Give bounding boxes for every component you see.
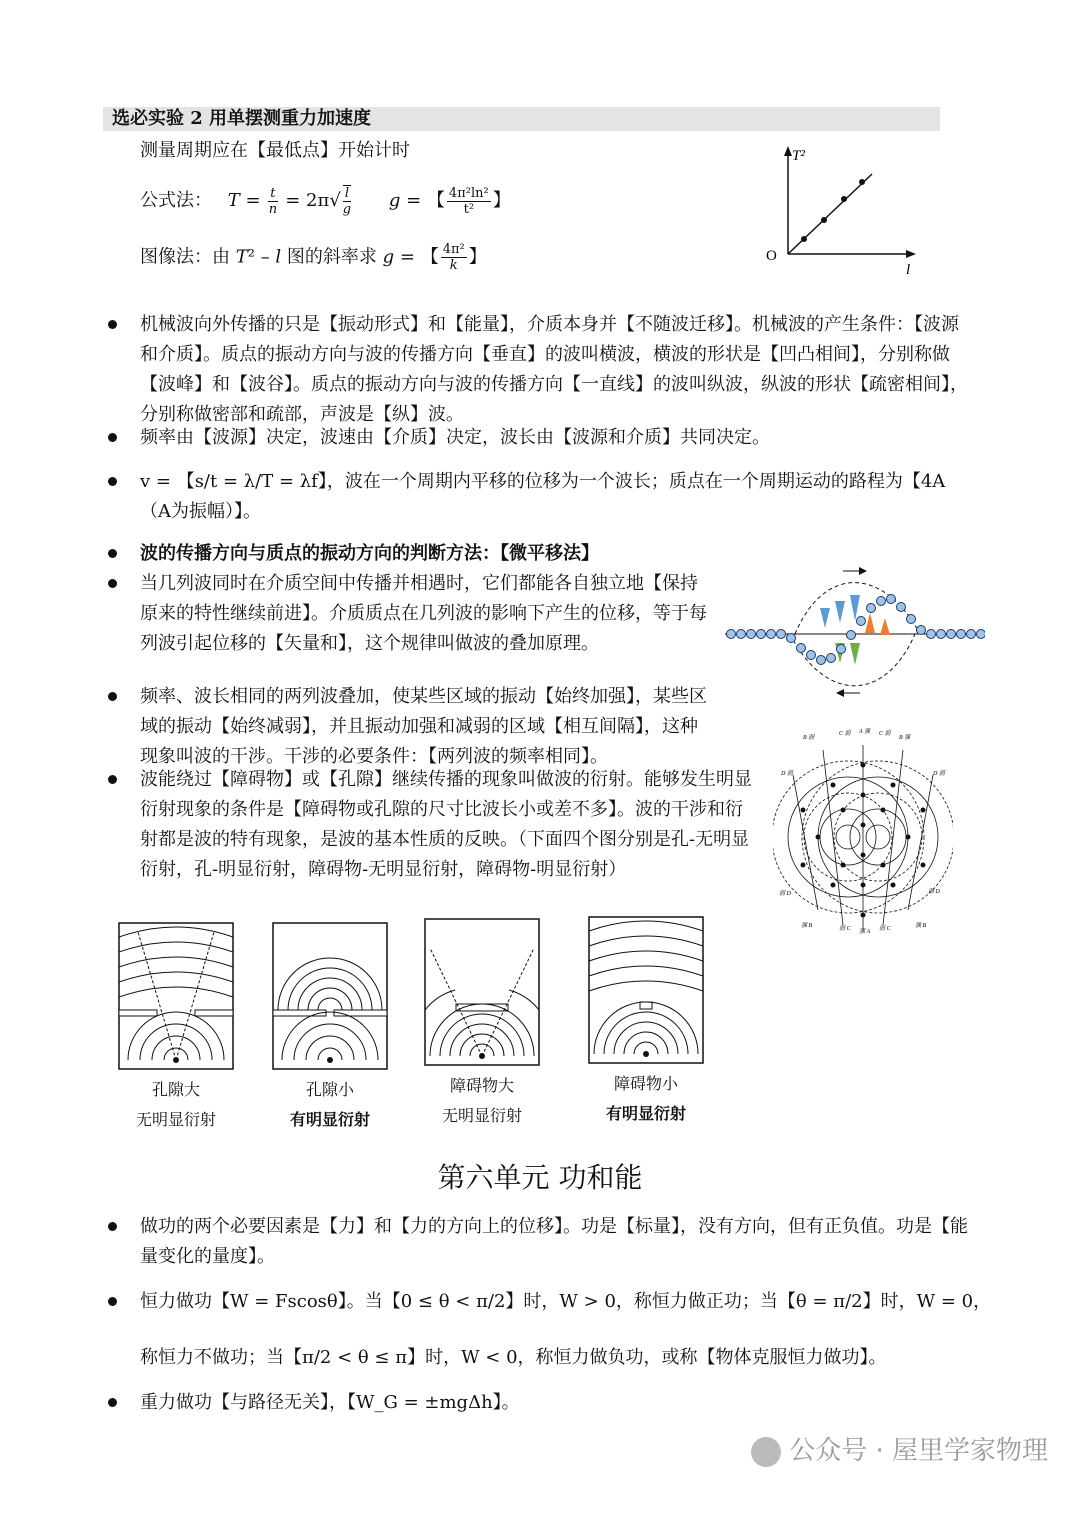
interference-label: C 弱 [879,731,891,737]
bullet-dot [108,477,117,486]
bullet-work-factors: 做功的两个必要因素是【力】和【力的方向上的位移】。功是【标量】，没有方向，但有正负值。功是【能量变化的量度】。 [140,1216,968,1267]
formula-line: 公式法： T = $\frac{t}{n}$ = 2π√ $\frac{l}{g}$ g = 【 $\frac{\text{4π²ln²}}{\text{t²}}$ 】 [140,185,511,217]
bullet-frequency: 频率由【波源】决定，波速由【介质】决定，波长由【波源和介质】共同决定。 [140,427,770,448]
interference-label: 强 B [915,923,927,929]
diffraction-figure-large-obstacle [424,918,540,1066]
superposition-wave-figure [725,563,985,698]
interference-label: B 弱 [803,735,815,741]
bullet-mechanical-wave: 机械波向外传播的只是【振动形式】和【能量】，介质本身并【不随波迁移】。机械波的产生条件：【波源和介质】。质点的振动方向与波的传播方向【垂直】的波叫横波，横波的形状是【凹凸相间】，分别称做【波峰】和【波谷】。质点的振动方向与波的传播方向【一直线】的波叫纵波，纵波的形状【疏密相间】，分别称做密部和疏部，声波是【纵】波。 [140,314,968,425]
bullet-dot [108,1398,117,1407]
watermark-text: 公众号 · 屋里学家物理 [789,1436,1048,1466]
bullet-interference: 频率、波长相同的两列波叠加，使某些区域的振动【始终加强】，某些区域的振动【始终减弱】，并且振动加强和减弱的区域【相互间隔】，这种现象叫波的干涉。干涉的必要条件：【两列波的频率相同】。 [140,686,707,767]
t2-l-graph [760,142,930,277]
bullet-diffraction: 波能绕过【障碍物】或【孔隙】继续传播的现象叫做波的衍射。能够发生明显衍射现象的条件是【障碍物或孔隙的尺寸比波长小或差不多】。波的干涉和衍射都是波的特有现象，是波的基本性质的反映。（下面四个图分别是孔-无明显衍射，孔-明显衍射，障碍物-无明显衍射，障碍物-明显衍射） [140,769,752,880]
graph-x-label: l [906,262,911,277]
interference-label: D 弱 [933,771,945,777]
interference-label: 弱 D [779,891,791,897]
bullet-dot [108,549,117,558]
frac-l-g: $\frac{l}{g}$ [342,186,352,217]
graph-y-label: T² [792,148,805,164]
frac-4pi2-k: $\frac{\text{4π²}}{k}$ [442,242,465,273]
chapter-heading: 第六单元 功和能 [437,1161,643,1194]
interference-label: A 强 [859,729,871,735]
interference-label: B 强 [899,735,911,741]
interference-label: 强 A [859,929,871,935]
bullet-direction-method: 波的传播方向与质点的振动方向的判断方法：【微平移法】 [140,543,599,564]
bullet-dot [108,433,117,442]
interference-label: 弱 D [928,889,940,895]
figure-caption-bottom: 无明显衍射 [441,1106,522,1125]
interference-label: D 弱 [781,771,793,777]
bullet-dot [108,1222,117,1231]
bullet-wave-speed: v = 【s/t = λ/T = λf】，波在一个周期内平移的位移为一个波长；质点在一个周期运动的路程为【4A（A为振幅）】。 [140,471,946,522]
interference-label: C 弱 [839,731,851,737]
figure-caption-bottom: 无明显衍射 [135,1110,216,1129]
pendulum-line-1: 测量周期应在【最低点】开始计时 [140,140,410,161]
diffraction-figure-large-hole [118,922,234,1070]
interference-label: 强 B [801,923,813,929]
bullet-superposition: 当几列波同时在介质空间中传播并相遇时，它们都能各自独立地【保持原来的特性继续前进】。介质质点在几列波的影响下产生的位移，等于每列波引起位移的【矢量和】，这个规律叫做波的叠加原理。 [140,573,707,654]
figure-caption-top: 障碍物小 [613,1074,678,1093]
graph-origin-label: O [766,248,777,264]
interference-label: 弱 C [839,926,851,932]
bullet-constant-force-work-cont: 称恒力不做功；当【π/2 < θ ≤ π】时，W < 0，称恒力做负功，或称【物体克服恒力做功】。 [140,1347,887,1368]
interference-label: 弱 C [879,926,891,932]
bullet-gravity-work: 重力做功【与路径无关】，【W_G = ±mgΔh】。 [140,1392,520,1413]
formula-label: 公式法： [140,190,212,211]
frac-t-n: $\frac{t}{n}$ [268,185,278,217]
figure-caption-bottom: 有明显衍射 [605,1104,686,1123]
bullet-dot [108,775,117,784]
bullet-dot [108,692,117,701]
frac-g-formula: $\frac{\text{4π²ln²}}{\text{t²}}$ [448,185,489,217]
graph-method-line: 图像法：由 T² – l 图的斜率求 g = 【 $\frac{\text{4π²}}{k}$ 】 [140,242,487,273]
diffraction-figure-small-hole [272,922,388,1070]
figure-caption-top: 孔隙大 [151,1080,200,1099]
figure-caption-bottom: 有明显衍射 [289,1110,370,1129]
wechat-icon [751,1437,781,1467]
bullet-dot [108,320,117,329]
bullet-constant-force-work: 恒力做功【W = Fscosθ】。当【0 ≤ θ < π/2】时，W > 0，称恒力做正功；当【θ = π/2】时，W = 0， [140,1291,992,1312]
diffraction-figure-small-obstacle [588,916,704,1064]
bullet-dot [108,1297,117,1306]
bullet-dot [108,579,117,588]
section-title: 选必实验 2 用单摆测重力加速度 [112,108,372,129]
figure-caption-top: 孔隙小 [305,1080,354,1099]
watermark [751,1430,1048,1467]
interference-pattern-figure [773,725,953,940]
figure-caption-top: 障碍物大 [449,1076,514,1095]
